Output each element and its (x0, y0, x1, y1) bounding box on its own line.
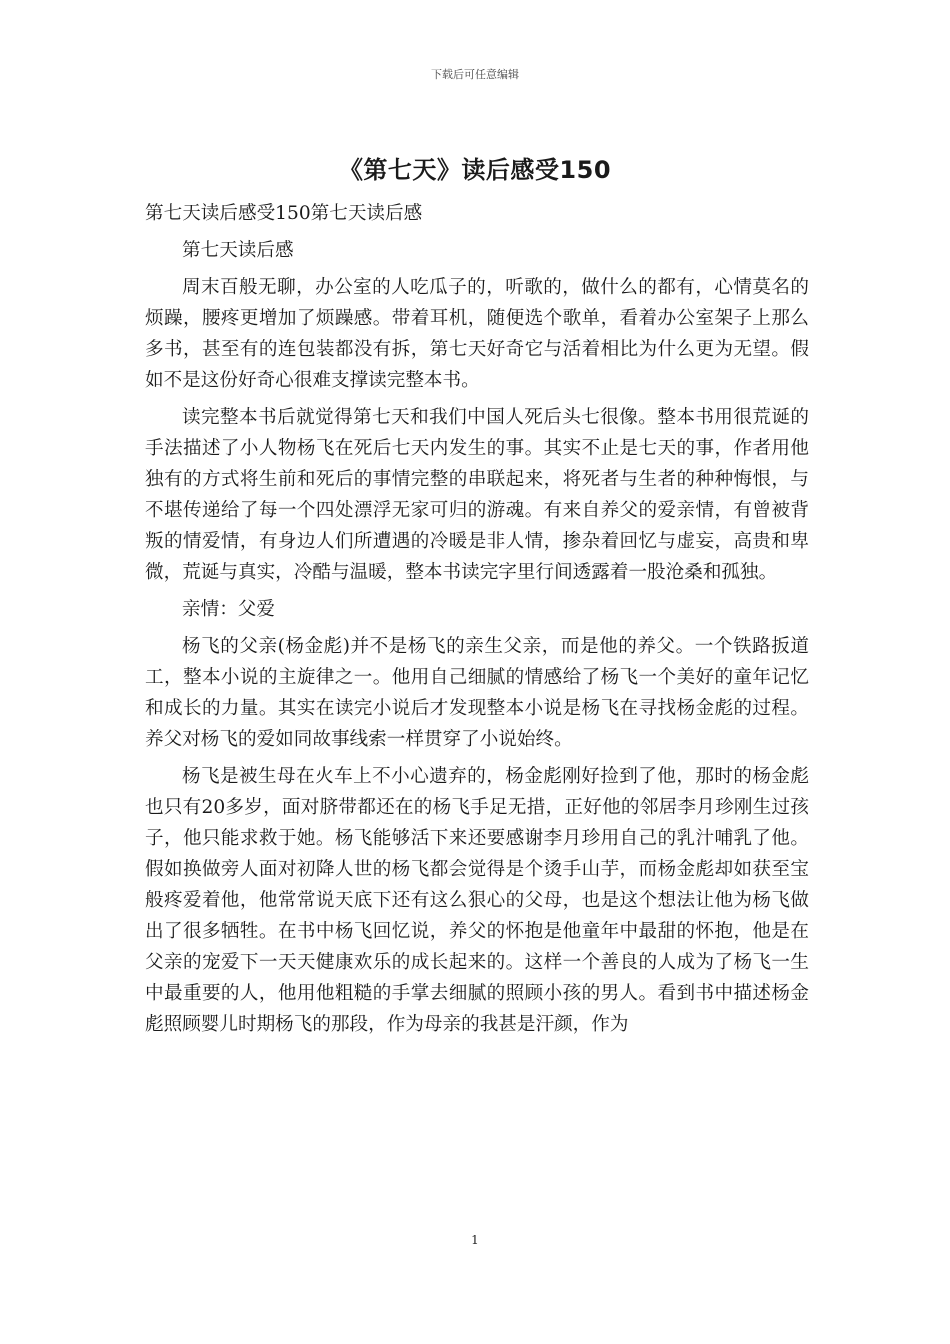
paragraph: 周末百般无聊，办公室的人吃瓜子的，听歌的，做什么的都有，心情莫名的烦躁，腰疼更增加了烦躁感。带着耳机，随便选个歌单，看着办公室架子上那么多书，甚至有的连包装都没有拆，第七天好奇它与活着相比为什么更为无望。假如不是这份好奇心很难支撑读完整本书。 (145, 277, 809, 391)
paragraph: 杨飞的父亲(杨金彪)并不是杨飞的亲生父亲，而是他的养父。一个铁路扳道工，整本小说的主旋律之一。他用自己细腻的情感给了杨飞一个美好的童年记忆和成长的力量。其实在读完小说后才发现整本小说是杨飞在寻找杨金彪的过程。养父对杨飞的爱如同故事线索一样贯穿了小说始终。 (145, 636, 809, 750)
paragraph-heading: 亲情：父爱 (182, 599, 275, 620)
document-body (145, 198, 809, 1040)
header-note: 下载后可任意编辑 (431, 68, 519, 81)
document-title: 《第七天》读后感受150 (338, 156, 612, 184)
paragraph: 杨飞是被生母在火车上不小心遗弃的，杨金彪刚好捡到了他，那时的杨金彪也只有20多岁，面对脐带都还在的杨飞手足无措，正好他的邻居李月珍刚生过孩子，他只能求救于她。杨飞能够活下来还要感谢李月珍用自己的乳汁哺乳了他。假如换做旁人面对初降人世的杨飞都会觉得是个烫手山芋，而杨金彪却如获至宝般疼爱着他，他常常说天底下还有这么狠心的父母，也是这个想法让他为杨飞做出了很多牺牲。在书中杨飞回忆说，养父的怀抱是他童年中最甜的怀抱，他是在父亲的宠爱下一天天健康欢乐的成长起来的。这样一个善良的人成为了杨飞一生中最重要的人，他用他粗糙的手掌去细腻的照顾小孩的男人。看到书中描述杨金彪照顾婴儿时期杨飞的那段，作为母亲的我甚是汗颜，作为 (145, 766, 809, 1035)
paragraph-heading: 第七天读后感 (182, 240, 294, 261)
paragraph: 读完整本书后就觉得第七天和我们中国人死后头七很像。整本书用很荒诞的手法描述了小人物杨飞在死后七天内发生的事。其实不止是七天的事，作者用他独有的方式将生前和死后的事情完整的串联起来，将死者与生者的种种悔恨，与不堪传递给了每一个四处漂浮无家可归的游魂。有来自养父的爱亲情，有曾被背叛的情爱情，有身边人们所遭遇的冷暖是非人情，掺杂着回忆与虚妄，高贵和卑微，荒诞与真实，冷酷与温暖，整本书读完字里行间透露着一股沧桑和孤独。 (145, 407, 809, 583)
page-number: 1 (471, 1233, 479, 1247)
subtitle-line: 第七天读后感受150第七天读后感 (145, 203, 423, 224)
